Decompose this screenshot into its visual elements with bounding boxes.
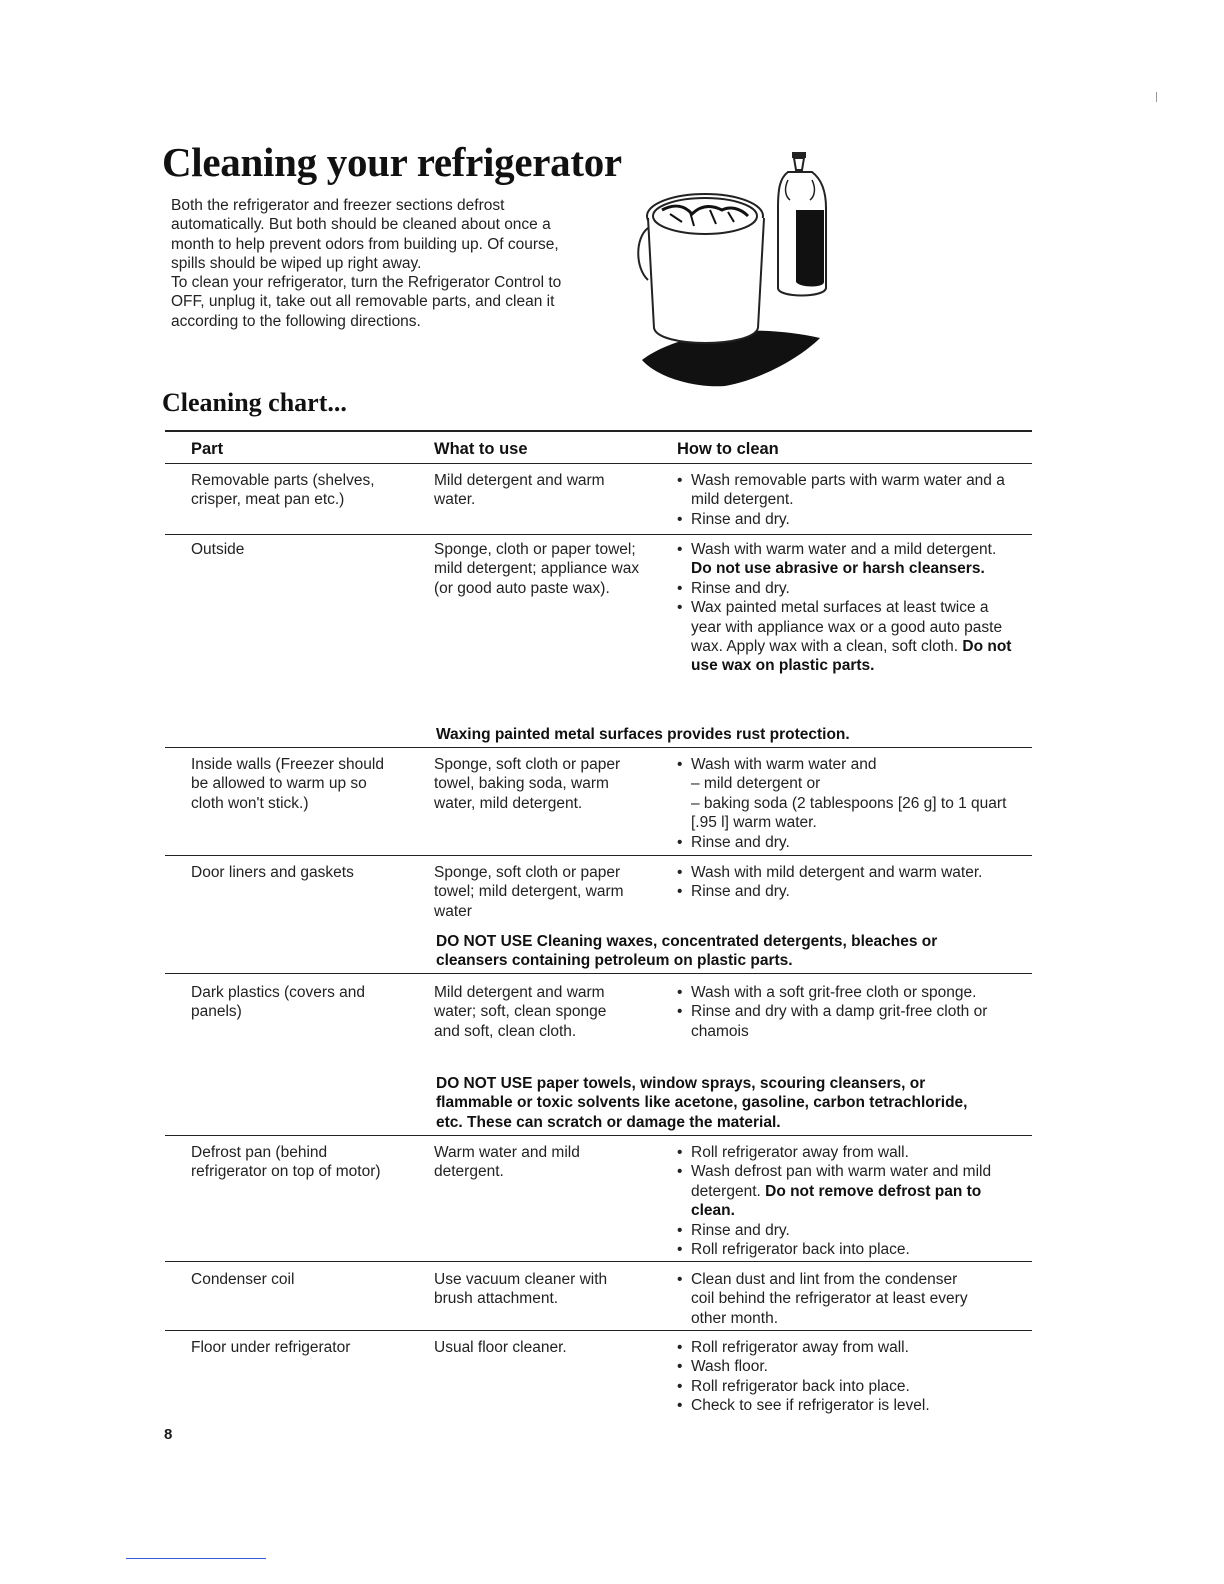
row-what-to-use: Sponge, cloth or paper towel; mild detergent; appliance wax (or good auto paste wax). [434,541,640,597]
row-divider [165,534,1032,535]
row-divider [165,1330,1032,1331]
column-header-what-to-use: What to use [434,440,528,458]
table-top-rule [165,430,1032,432]
header-rule [165,463,1032,464]
row-how-to-clean [677,1143,997,1259]
row-divider [165,747,1032,748]
warning-text: Do not use abrasive or harsh cleansers. [691,560,985,578]
column-header-part: Part [191,440,224,458]
how-step: • Rinse and dry. [677,1221,997,1240]
row-how-to-clean [677,540,1012,676]
row-what-to-use: Use vacuum cleaner with brush attachment. [434,1271,608,1308]
how-step: • Wash removable parts with warm water and a mild detergent. [677,471,1017,510]
bottom-line [126,1558,266,1559]
row-part: Inside walls (Freezer should be allowed to warm up so cloth won't stick.) [191,756,384,812]
row-divider [165,855,1032,856]
row-how-to-clean [677,471,1017,529]
how-step: • Wax painted metal surfaces at least twice a year with appliance wax or a good auto paste wax. Apply wax with a clean, soft cloth. Do not use wax on plastic parts. [677,598,1012,676]
row-note: Waxing painted metal surfaces provides rust protection. [436,726,850,743]
row-what-to-use: Mild detergent and warm water; soft, clean sponge and soft, clean cloth. [434,984,607,1040]
margin-mark [1156,92,1157,102]
detergent-bottle-icon [778,152,826,296]
how-step: • Wash with a soft grit-free cloth or sponge. [677,983,997,1002]
page-number: 8 [164,1426,173,1443]
row-part: Removable parts (shelves, crisper, meat pan etc.) [191,472,375,509]
row-what-to-use: Warm water and mild detergent. [434,1144,580,1181]
warning-text: Do not remove defrost pan to clean. [691,1182,982,1220]
how-step: • Roll refrigerator back into place. [677,1240,997,1259]
row-note: DO NOT USE Cleaning waxes, concentrated detergents, bleaches or cleansers containing petroleum on plastic parts. [436,933,938,970]
row-divider [165,1135,1032,1136]
row-part: Floor under refrigerator [191,1339,351,1356]
row-what-to-use: Usual floor cleaner. [434,1339,567,1356]
row-part: Condenser coil [191,1271,295,1288]
row-how-to-clean [677,1338,997,1416]
page-title: Cleaning your refrigerator [162,139,622,185]
row-how-to-clean [677,755,1012,852]
warning-text: Do not use wax on plastic parts. [691,638,1012,675]
row-part: Defrost pan (behind refrigerator on top of motor) [191,1144,381,1181]
how-step: • Rinse and dry. [677,882,1012,901]
row-what-to-use: Sponge, soft cloth or paper towel, baking soda, warm water, mild detergent. [434,756,621,812]
how-step: • Wash with warm water and a mild detergent. Do not use abrasive or harsh cleansers. [677,540,1012,579]
how-step: • Rinse and dry. [677,833,1012,852]
row-how-to-clean [677,1270,977,1328]
row-how-to-clean [677,863,1012,902]
row-part: Door liners and gaskets [191,864,354,881]
how-step: • Rinse and dry with a damp grit-free cloth or chamois [677,1002,997,1041]
how-step: • Rinse and dry. [677,579,1012,598]
how-step: • Roll refrigerator away from wall. [677,1143,997,1162]
how-step: • Wash with warm water and [677,755,1012,774]
row-note: DO NOT USE paper towels, window sprays, scouring cleansers, or flammable or toxic solvents like acetone, gasoline, carbon tetrachloride, etc. These can scratch or damage the material. [436,1075,968,1131]
intro-text [171,196,591,331]
how-step: • Roll refrigerator away from wall. [677,1338,997,1357]
how-substep: – mild detergent or [691,775,821,793]
intro-paragraph-2: To clean your refrigerator, turn the Refrigerator Control to OFF, unplug it, take out all removable parts, and clean it according to the following directions. [171,274,562,330]
how-substep: – baking soda (2 tablespoons [26 g] to 1 quart [.95 l] warm water. [691,794,1007,832]
intro-paragraph-1: Both the refrigerator and freezer sections defrost automatically. But both should be cleaned about once a month to help prevent odors from building up. Of course, spills should be wiped up right away. [171,197,559,272]
how-step: • Rinse and dry. [677,510,1017,529]
row-what-to-use: Mild detergent and warm water. [434,472,605,509]
how-step: • Roll refrigerator back into place. [677,1377,997,1396]
how-step: • Wash with mild detergent and warm water. [677,863,1012,882]
bucket-icon [638,194,764,343]
row-divider [165,1261,1032,1262]
row-part: Outside [191,541,245,558]
column-header-how-to-clean: How to clean [677,440,779,458]
chart-title: Cleaning chart... [162,388,347,417]
how-step: • Clean dust and lint from the condenser coil behind the refrigerator at least every other month. [677,1270,977,1328]
how-step: • Check to see if refrigerator is level. [677,1396,997,1415]
how-step: • Wash defrost pan with warm water and mild detergent. Do not remove defrost pan to clean. [677,1162,997,1220]
row-divider [165,973,1032,974]
how-step: • Wash floor. [677,1357,997,1376]
row-part: Dark plastics (covers and panels) [191,984,366,1021]
cleaning-supplies-illustration [630,148,840,393]
row-what-to-use: Sponge, soft cloth or paper towel; mild detergent, warm water [434,864,624,920]
row-how-to-clean [677,983,997,1041]
